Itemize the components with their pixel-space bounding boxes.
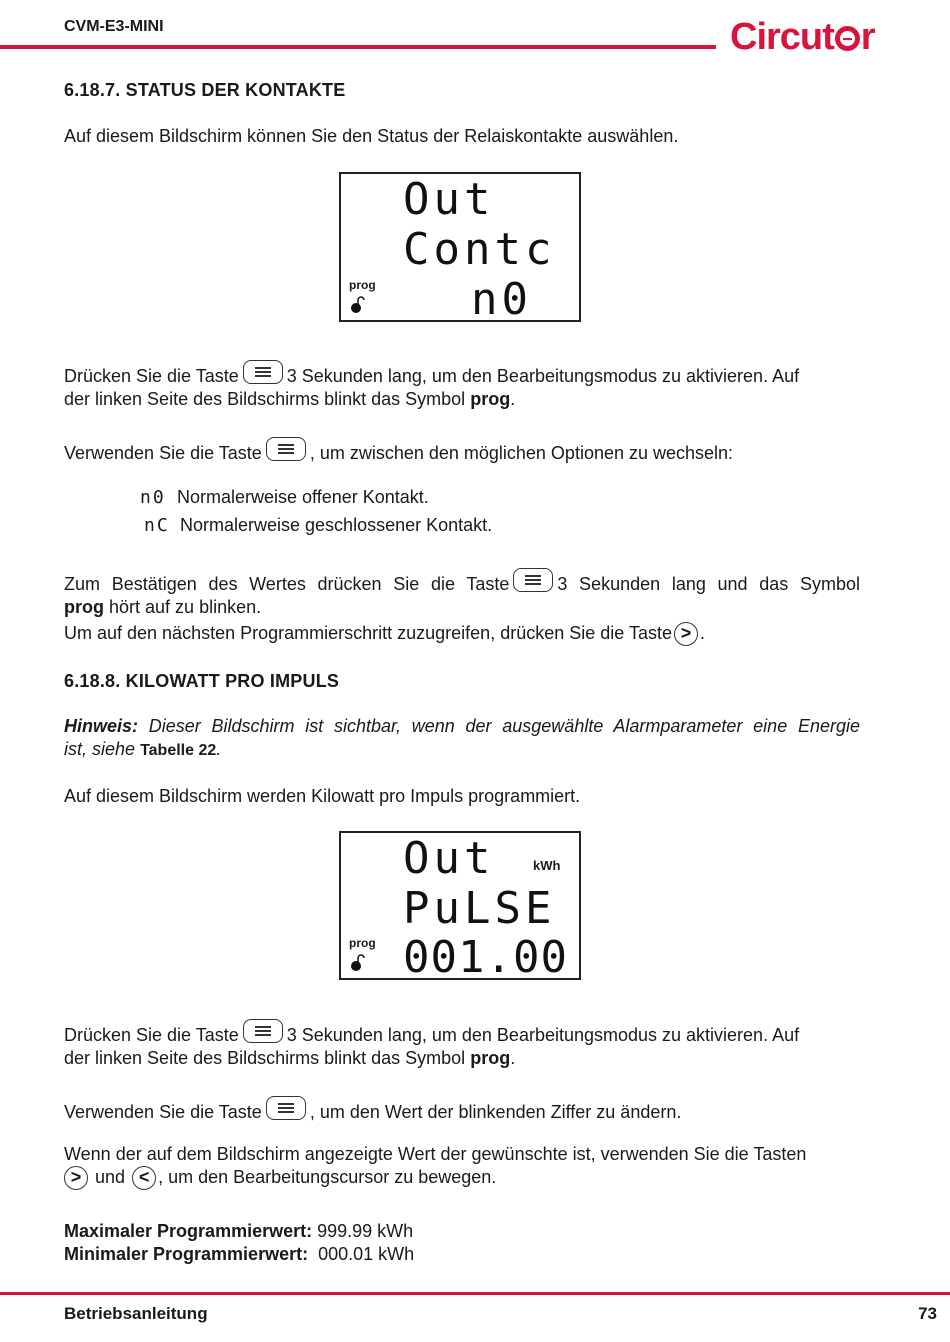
circutor-logo: Circut r <box>730 16 875 58</box>
option-code-n0: n0 <box>140 487 166 508</box>
lcd-line-3: n0 <box>471 274 532 325</box>
paragraph-edit-mode-2: Drücken Sie die Taste 3 Sekunden lang, um den Bearbeitungsmodus zu aktivieren. Auf der linken Seite des Bildschirms blinkt das Symbol prog. <box>64 1019 860 1070</box>
paragraph-confirm: Zum Bestätigen des Wertes drücken Sie die Taste 3 Sekunden lang und das Symbol prog hört auf zu blinken. <box>64 568 860 619</box>
lcd-prog-label: prog <box>349 936 376 950</box>
footer-title: Betriebsanleitung <box>64 1304 208 1323</box>
note-paragraph: Hinweis: Dieser Bildschirm ist sichtbar, wenn der ausgewählte Alarmparameter eine Energie ist, siehe Tabelle 22. <box>64 716 860 759</box>
option-code-nc: nC <box>144 515 170 536</box>
option-text-nc: Normalerweise geschlossener Kontakt. <box>180 515 493 535</box>
page-number: 73 <box>918 1304 937 1323</box>
paragraph-move-cursor: Wenn der auf dem Bildschirm angezeigte Wert der gewünschte ist, verwenden Sie die Tasten > und < , um den Bearbeitungscursor zu bewegen. <box>64 1143 860 1190</box>
lcd-line-3: 001.00 <box>403 932 568 983</box>
unlocked-padlock-icon <box>351 954 365 972</box>
menu-key-icon <box>266 1096 306 1120</box>
paragraph-change-digit: Verwenden Sie die Taste , um den Wert der blinkenden Ziffer zu ändern. <box>64 1096 860 1124</box>
lcd-line-2: Contc <box>403 224 556 275</box>
section-heading-kilowatt-pro-impuls: 6.18.8. KILOWATT PRO IMPULS <box>64 671 340 691</box>
lcd-display-contact <box>339 172 581 325</box>
section-intro-2: Auf diesem Bildschirm werden Kilowatt pro Impuls programmiert. <box>64 786 581 806</box>
menu-key-icon <box>243 360 283 384</box>
paragraph-switch-options: Verwenden Sie die Taste , um zwischen den möglichen Optionen zu wechseln: <box>64 437 860 465</box>
header-rule <box>0 45 716 49</box>
option-text-n0: Normalerweise offener Kontakt. <box>177 487 429 507</box>
right-arrow-key-icon: > <box>64 1166 88 1190</box>
menu-key-icon <box>243 1019 283 1043</box>
footer-rule <box>0 1292 950 1295</box>
document-model: CVM-E3-MINI <box>64 18 164 35</box>
paragraph-edit-mode: Drücken Sie die Taste 3 Sekunden lang, um den Bearbeitungsmodus zu aktivieren. Auf der linken Seite des Bildschirms blinkt das Symbol prog. <box>64 360 860 411</box>
section-intro: Auf diesem Bildschirm können Sie den Status der Relaiskontakte auswählen. <box>64 126 679 146</box>
lcd-display-pulse <box>339 831 581 983</box>
menu-key-icon <box>513 568 553 592</box>
left-arrow-key-icon: < <box>132 1166 156 1190</box>
paragraph-next-step: Um auf den nächsten Programmierschritt zuzugreifen, drücken Sie die Taste > . <box>64 622 860 646</box>
lcd-unit-kwh: kWh <box>533 858 561 873</box>
menu-key-icon <box>266 437 306 461</box>
section-heading-status-kontakte: 6.18.7. STATUS DER KONTAKTE <box>64 80 346 100</box>
unlocked-padlock-icon <box>351 296 365 314</box>
programming-limits: Maximaler Programmierwert: 999.99 kWh Minimaler Programmierwert: 000.01 kWh <box>64 1221 415 1264</box>
lcd-line-1: Out <box>403 174 495 225</box>
lcd-prog-label: prog <box>349 278 376 292</box>
lcd-line-2: PuLSE <box>403 883 556 934</box>
right-arrow-key-icon: > <box>674 622 698 646</box>
lcd-line-1: Out <box>403 833 495 884</box>
